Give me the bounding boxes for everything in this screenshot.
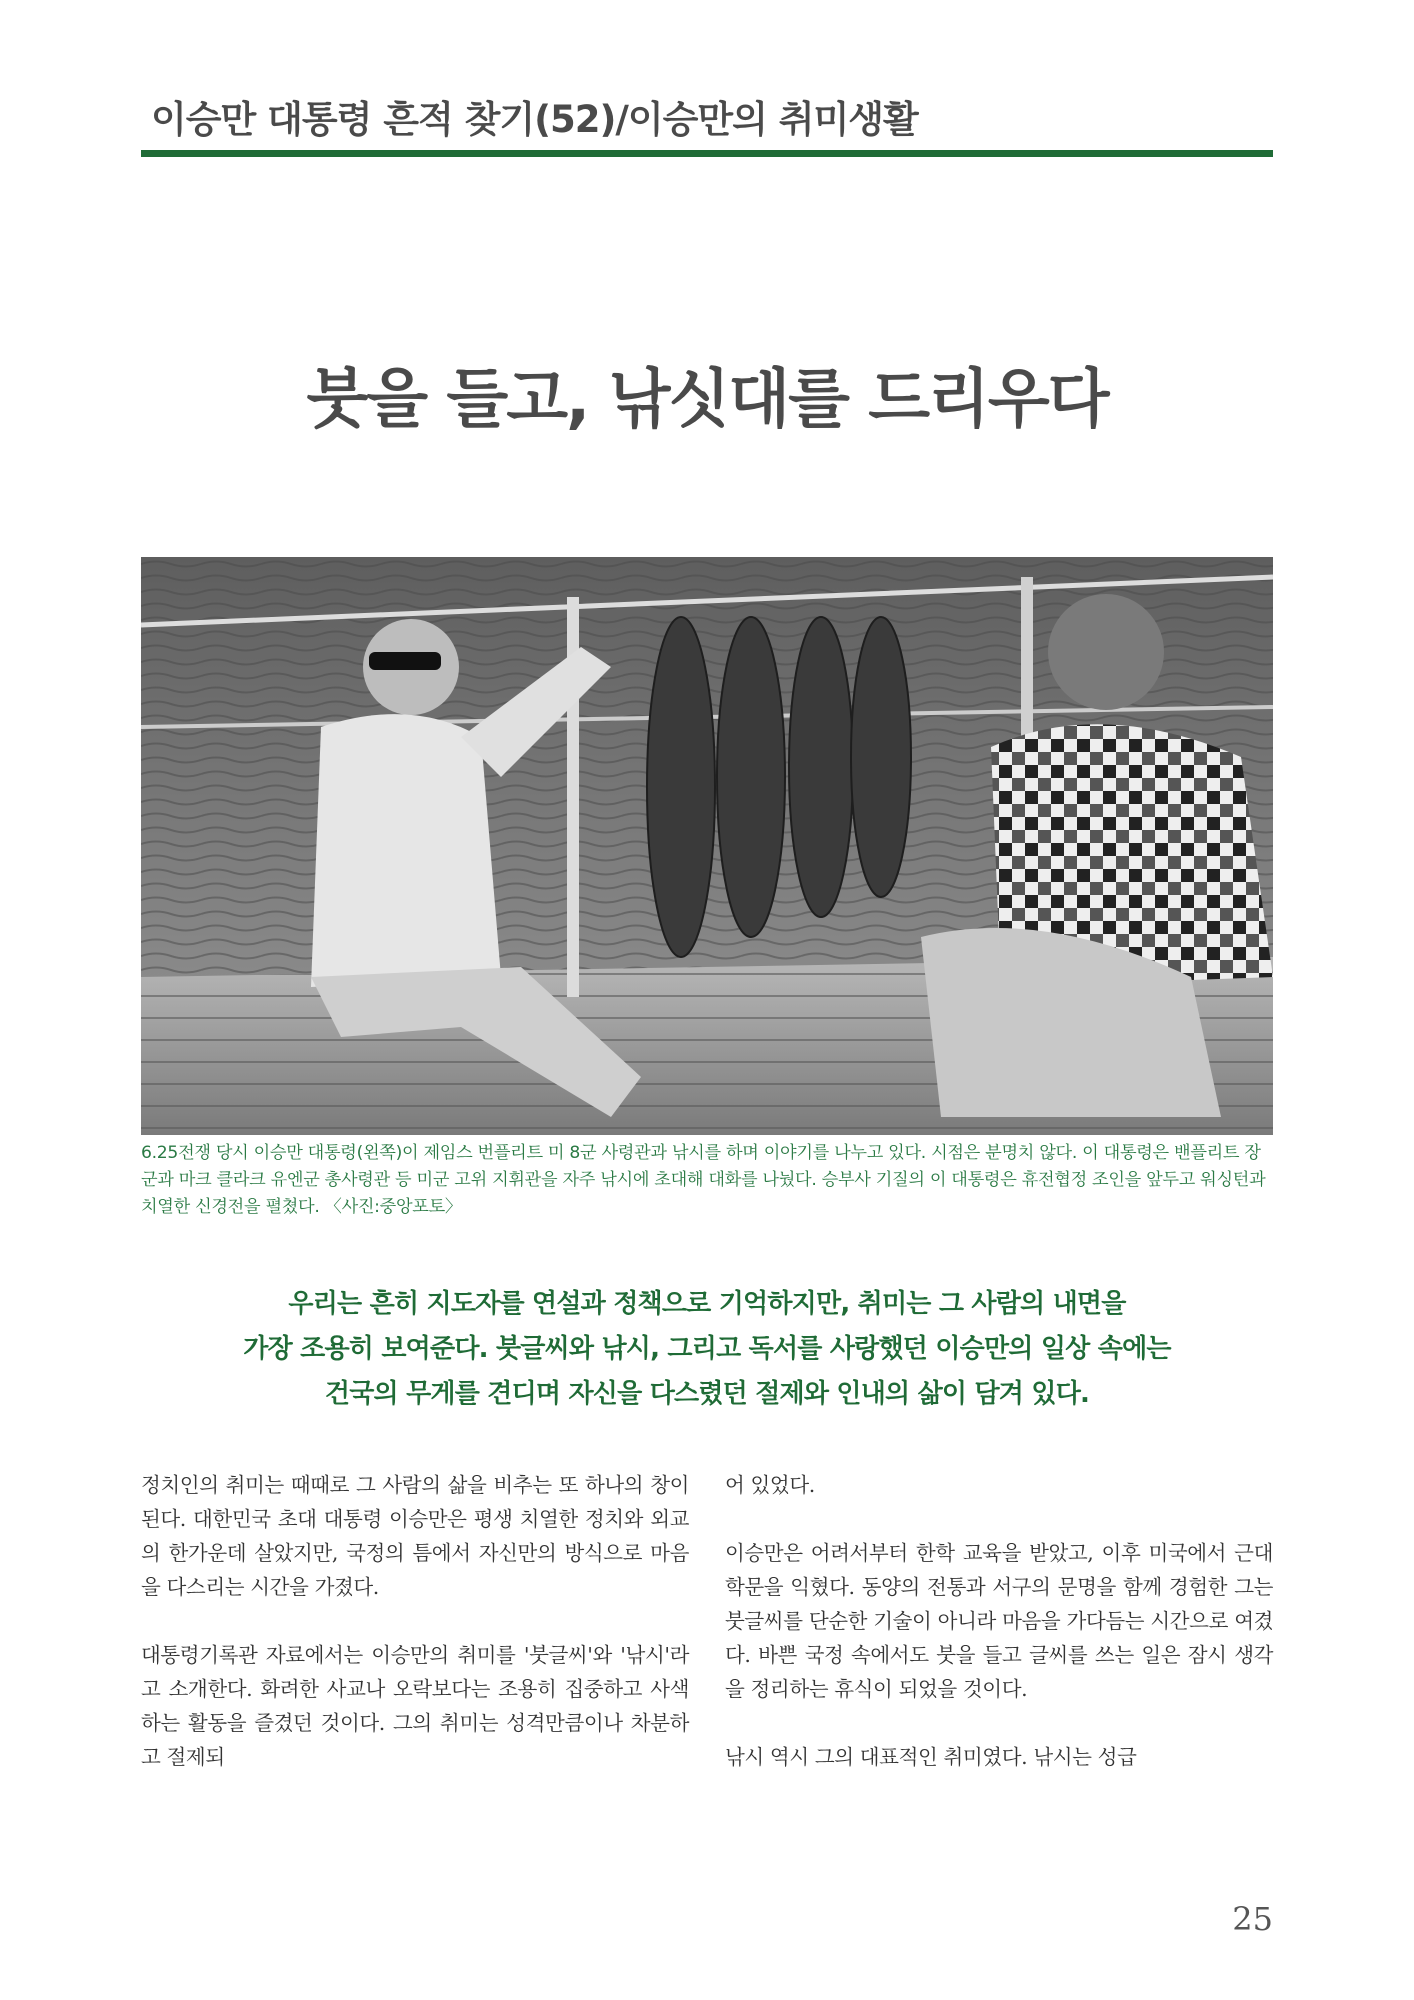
series-title: 이승만 대통령 흔적 찾기(52)/이승만의 취미생활 [151,98,918,141]
body-paragraph: 어 있었다. [725,1473,815,1497]
article-lead [141,1282,1273,1417]
body-paragraph: 정치인의 취미는 때때로 그 사람의 삶을 비추는 또 하나의 창이 된다. 대한민국 초대 대통령 이승만은 평생 치열한 정치와 외교의 한가운데 살았지만, 국정의 틈에서 자신만의 방식으로 마음을 다스리는 시간을 가졌다. [141,1473,689,1599]
body-paragraph: 대통령기록관 자료에서는 이승만의 취미를 '붓글씨'와 '낚시'라고 소개한다. 화려한 사교나 오락보다는 조용히 집중하고 사색하는 활동을 즐겼던 것이다. 그의 취미는 성격만큼이나 차분하고 절제되 [141,1643,689,1769]
fishing-photo-illustration [141,557,1273,1135]
lead-line: 가장 조용히 보여준다. 붓글씨와 낚시, 그리고 독서를 사랑했던 이승만의 일상 속에는 [243,1334,1171,1364]
header-rule [141,150,1273,157]
lead-line: 건국의 무게를 견디며 자신을 다스렸던 절제와 인내의 삶이 담겨 있다. [324,1379,1090,1409]
body-paragraph: 낚시 역시 그의 대표적인 취미였다. 낚시는 성급 [725,1745,1137,1769]
body-paragraph: 이승만은 어려서부터 한학 교육을 받았고, 이후 미국에서 근대 학문을 익혔다. 동양의 전통과 서구의 문명을 함께 경험한 그는 붓글씨를 단순한 기술이 아니라 마음을 가다듬는 시간으로 여겼다. 바쁜 국정 속에서도 붓을 들고 글씨를 쓰는 일은 잠시 생각을 정리하는 휴식이 되었을 것이다. [725,1541,1273,1701]
photo-caption: 6.25전쟁 당시 이승만 대통령(왼쪽)이 제임스 번플리트 미 8군 사령관과 낚시를 하며 이야기를 나누고 있다. 시점은 분명치 않다. 이 대통령은 밴플리트 장군과 마크 클라크 유엔군 총사령관 등 미군 고위 지휘관을 자주 낚시에 초대해 대화를 나눴다. 승부사 기질의 이 대통령은 휴전협정 조인을 앞두고 워싱턴과 치열한 신경전을 펼쳤다. 〈사진:중앙포토〉 [141,1143,1266,1217]
article-headline: 붓을 들고, 낚싯대를 드리우다 [306,362,1108,437]
article-photo [141,557,1273,1135]
lead-line: 우리는 흔히 지도자를 연설과 정책으로 기억하지만, 취미는 그 사람의 내면을 [288,1289,1126,1319]
body-column-right [725,1468,1273,1808]
page-number: 25 [1232,1900,1273,1938]
running-header [141,98,1273,157]
body-column-left [141,1468,689,1808]
